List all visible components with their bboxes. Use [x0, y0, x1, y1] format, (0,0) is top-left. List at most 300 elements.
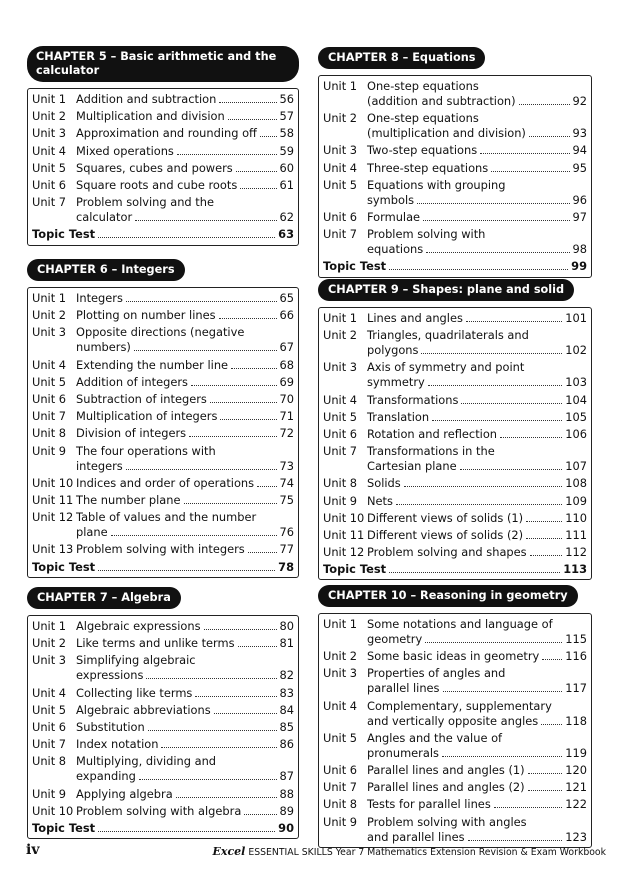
dot-leader [519, 104, 570, 105]
unit-title-line [76, 308, 294, 323]
contents-entry[interactable] [323, 510, 587, 527]
contents-entry[interactable] [323, 544, 587, 561]
unit-label: Unit 2 [32, 109, 67, 124]
contents-entry[interactable] [32, 803, 294, 820]
unit-label: Unit 5 [323, 730, 358, 745]
contents-entry[interactable] [323, 527, 587, 544]
dot-leader [468, 840, 563, 841]
unit-title-line [367, 94, 587, 109]
contents-entry[interactable] [323, 177, 587, 209]
unit-label: Unit 7 [32, 737, 67, 752]
unit-title [76, 754, 294, 784]
unit-title-text: Division of integers [76, 426, 187, 441]
unit-label: Unit 6 [32, 392, 67, 407]
unit-label: Unit 3 [32, 653, 67, 668]
contents-entry[interactable] [323, 779, 587, 796]
page-number: 60 [279, 160, 294, 175]
unit-label: Unit 10 [32, 803, 74, 818]
dot-leader [139, 779, 277, 780]
contents-entry[interactable] [32, 307, 294, 324]
unit-title-line [76, 476, 294, 491]
unit-title [76, 144, 294, 159]
contents-entry[interactable] [32, 443, 294, 475]
contents-entry[interactable] [32, 635, 294, 652]
unit-title-line [76, 720, 294, 735]
unit-title-text: Multiplication of integers [76, 409, 218, 424]
dot-leader [236, 171, 277, 172]
unit-label: Unit 6 [323, 210, 358, 225]
page-number: 71 [279, 409, 294, 424]
page-number: 93 [572, 126, 587, 141]
unit-title [76, 476, 294, 491]
unit-title-text: Problem solving with [367, 227, 486, 242]
unit-title-line [367, 459, 587, 474]
dot-leader [228, 119, 277, 120]
unit-title-line [367, 714, 587, 729]
contents-entry[interactable] [323, 78, 587, 110]
dot-leader [461, 403, 562, 404]
contents-entry[interactable] [323, 475, 587, 492]
dot-leader [389, 572, 560, 573]
unit-title-text: Problem solving and shapes [367, 545, 527, 560]
unit-title-text: Like terms and unlike terms [76, 636, 235, 651]
unit-label: Unit 4 [323, 698, 358, 713]
contents-entry[interactable] [323, 327, 587, 359]
page-number: 66 [279, 308, 294, 323]
unit-title-text: Parallel lines and angles (2) [367, 780, 525, 795]
contents-entry[interactable] [323, 142, 587, 159]
contents-entry[interactable] [323, 616, 587, 648]
page-number: 58 [279, 126, 294, 141]
unit-title-text: and parallel lines [367, 829, 465, 844]
chapter-contents-box [318, 75, 592, 278]
unit-title-text: Transformations [367, 392, 459, 407]
contents-entry[interactable] [32, 160, 294, 177]
unit-title-text: parallel lines [367, 681, 440, 696]
unit-title-line [76, 636, 294, 651]
page-number: 111 [565, 527, 587, 542]
unit-title [76, 161, 294, 176]
unit-title [367, 545, 587, 560]
topic-test-entry[interactable] [32, 558, 294, 575]
unit-title [367, 328, 587, 358]
unit-label: Unit 4 [32, 143, 67, 158]
page-number: 76 [279, 525, 294, 540]
unit-label: Unit 7 [323, 444, 358, 459]
page-number: 63 [278, 227, 294, 242]
unit-title-line [367, 193, 587, 208]
chapter-heading: CHAPTER 5 – Basic arithmetic and the calculator [27, 46, 299, 82]
unit-title-line [367, 780, 587, 795]
unit-title-text: pronumerals [367, 745, 439, 760]
unit-title [367, 210, 587, 225]
page-number: iv [26, 842, 40, 858]
contents-entry[interactable] [323, 426, 587, 443]
contents-entry[interactable] [32, 374, 294, 391]
dot-leader [526, 538, 562, 539]
unit-label: Unit 9 [323, 493, 358, 508]
contents-entry[interactable] [323, 110, 587, 142]
brand-logo-text: Excel [212, 845, 246, 858]
contents-entry[interactable] [323, 359, 587, 391]
page-number: 61 [279, 178, 294, 193]
contents-entry[interactable] [323, 762, 587, 779]
unit-title-text: Problem solving and the [76, 195, 214, 210]
page-number: 108 [565, 476, 587, 491]
unit-title-text: Translation [367, 409, 430, 424]
unit-title [76, 308, 294, 323]
unit-title-text: numbers) [76, 340, 131, 355]
chapter-contents-box [27, 287, 299, 578]
unit-title-text: Collecting like terms [76, 685, 193, 700]
contents-entry[interactable] [32, 324, 294, 356]
unit-title-text: Plotting on number lines [76, 308, 216, 323]
contents-entry[interactable] [32, 492, 294, 509]
unit-title [76, 804, 294, 819]
unit-title-line [367, 328, 587, 343]
unit-label: Unit 7 [323, 227, 358, 242]
contents-entry[interactable] [32, 125, 294, 142]
contents-entry[interactable] [323, 493, 587, 510]
unit-title-text: symbols [367, 192, 415, 207]
dot-leader [480, 153, 569, 154]
dot-leader [214, 713, 277, 714]
unit-label: Unit 10 [323, 510, 365, 525]
chapter-contents-box [27, 615, 299, 839]
unit-title-line [76, 161, 294, 176]
page-number: 109 [565, 493, 587, 508]
contents-entry[interactable] [323, 665, 587, 697]
unit-title-line [76, 619, 294, 634]
unit-title [367, 161, 587, 176]
page-number: 123 [565, 829, 587, 844]
contents-entry[interactable] [32, 753, 294, 785]
page-number: 103 [565, 375, 587, 390]
unit-title-line [76, 426, 294, 441]
unit-title-text: calculator [76, 210, 133, 225]
page-number: 112 [565, 545, 587, 560]
unit-title [367, 143, 587, 158]
unit-title [76, 653, 294, 683]
unit-title-line [76, 195, 294, 210]
unit-title-text: Algebraic expressions [76, 619, 201, 634]
unit-label: Unit 7 [32, 409, 67, 424]
dot-leader [491, 171, 569, 172]
dot-leader [500, 437, 562, 438]
unit-title [367, 780, 587, 795]
page-number: 96 [572, 192, 587, 207]
dot-leader [428, 385, 562, 386]
contents-entry[interactable] [32, 618, 294, 635]
topic-test-entry[interactable] [323, 561, 587, 578]
unit-title-line [76, 109, 294, 124]
unit-title [76, 542, 294, 557]
contents-entry[interactable] [32, 391, 294, 408]
unit-title [367, 410, 587, 425]
unit-title-text: Different views of solids (2) [367, 527, 524, 542]
unit-title-text: Applying algebra [76, 786, 173, 801]
unit-title-line [367, 410, 587, 425]
unit-title-line [367, 143, 587, 158]
unit-label: Unit 5 [32, 702, 67, 717]
unit-title-text: (addition and subtraction) [367, 94, 516, 109]
unit-label: Unit 8 [323, 797, 358, 812]
contents-entry[interactable] [32, 702, 294, 719]
unit-title-line [76, 737, 294, 752]
page-number: 115 [565, 632, 587, 647]
contents-entry[interactable] [323, 443, 587, 475]
unit-title-line [367, 545, 587, 560]
unit-title-line [76, 525, 294, 540]
unit-label: Unit 1 [32, 619, 67, 634]
unit-title-text: Different views of solids (1) [367, 510, 524, 525]
unit-title-text: Integers [76, 291, 123, 306]
dot-leader [529, 136, 570, 137]
dot-leader [526, 521, 562, 522]
unit-label: Unit 6 [323, 763, 358, 778]
book-title-text: ESSENTIAL SKILLS Year 7 Mathematics Extension Revision & Exam Workbook [248, 847, 606, 858]
contents-entry[interactable] [323, 814, 587, 846]
unit-title-text: Cartesian plane [367, 459, 457, 474]
unit-title [76, 126, 294, 141]
dot-leader [494, 807, 562, 808]
unit-title-line [76, 668, 294, 683]
contents-entry[interactable] [32, 290, 294, 307]
unit-title-line [367, 649, 587, 664]
unit-label: Unit 4 [323, 392, 358, 407]
unit-title [76, 195, 294, 225]
page-number: 69 [279, 374, 294, 389]
unit-title [76, 358, 294, 373]
page-number: 82 [279, 668, 294, 683]
unit-title-text: Problem solving with angles [367, 814, 527, 829]
contents-entry[interactable] [32, 194, 294, 226]
contents-entry[interactable] [32, 509, 294, 541]
dot-leader [176, 797, 277, 798]
contents-entry[interactable] [32, 719, 294, 736]
unit-title [367, 494, 587, 509]
dot-leader [396, 504, 562, 505]
page-number: 88 [279, 786, 294, 801]
unit-title-text: polygons [367, 343, 419, 358]
contents-entry[interactable] [32, 475, 294, 492]
unit-title-line [76, 459, 294, 474]
unit-title-text: Table of values and the number [76, 510, 257, 525]
unit-title [76, 737, 294, 752]
contents-entry[interactable] [323, 698, 587, 730]
topic-test-label: Topic Test [32, 227, 96, 242]
unit-title [367, 797, 587, 812]
contents-entry[interactable] [32, 652, 294, 684]
unit-title [367, 528, 587, 543]
page-number: 104 [565, 392, 587, 407]
page-number: 85 [279, 720, 294, 735]
unit-title [367, 617, 587, 647]
contents-entry[interactable] [323, 226, 587, 258]
unit-title-line [76, 291, 294, 306]
unit-title-line [367, 126, 587, 141]
page-number: 59 [279, 143, 294, 158]
unit-label: Unit 3 [32, 325, 67, 340]
contents-entry[interactable] [32, 143, 294, 160]
unit-title-text: equations [367, 242, 424, 257]
unit-title-text: Addition of integers [76, 374, 188, 389]
page-number: 74 [279, 475, 294, 490]
dot-leader [238, 646, 277, 647]
contents-entry[interactable] [32, 786, 294, 803]
contents-entry[interactable] [323, 648, 587, 665]
unit-label: Unit 8 [32, 754, 67, 769]
contents-entry[interactable] [323, 160, 587, 177]
unit-title-text: Triangles, quadrilaterals and [367, 328, 529, 343]
unit-label: Unit 5 [32, 160, 67, 175]
dot-leader [148, 730, 277, 731]
unit-title-line [367, 731, 587, 746]
unit-title [76, 686, 294, 701]
unit-title-line [76, 392, 294, 407]
unit-label: Unit 11 [32, 492, 74, 507]
unit-title [76, 444, 294, 474]
unit-title-text: Transformations in the [367, 444, 495, 459]
topic-test-label: Topic Test [323, 259, 387, 274]
page-number: 80 [279, 619, 294, 634]
unit-title-line [367, 746, 587, 761]
unit-title-text: Equations with grouping [367, 177, 506, 192]
chapter-heading: CHAPTER 8 – Equations [318, 47, 485, 69]
unit-title-line [367, 797, 587, 812]
contents-entry[interactable] [32, 736, 294, 753]
page-number: 92 [572, 94, 587, 109]
unit-label: Unit 6 [32, 720, 67, 735]
dot-leader [404, 486, 563, 487]
contents-entry[interactable] [32, 685, 294, 702]
unit-title-text: Problem solving with algebra [76, 803, 242, 818]
unit-title-text: (multiplication and division) [367, 126, 526, 141]
chapter-heading: CHAPTER 9 – Shapes: plane and solid [318, 279, 574, 301]
dot-leader [421, 353, 562, 354]
topic-test-entry[interactable] [32, 226, 294, 243]
dot-leader [184, 503, 277, 504]
unit-label: Unit 5 [32, 374, 67, 389]
unit-title-line [367, 494, 587, 509]
unit-title-line [76, 542, 294, 557]
page-number: 116 [565, 649, 587, 664]
unit-title [76, 510, 294, 540]
contents-entry[interactable] [32, 177, 294, 194]
dot-leader [460, 469, 563, 470]
unit-title [367, 511, 587, 526]
contents-entry[interactable] [323, 392, 587, 409]
dot-leader [204, 629, 277, 630]
unit-title-text: Complementary, supplementary [367, 698, 552, 713]
unit-title-text: Axis of symmetry and point [367, 360, 525, 375]
unit-title-line [367, 427, 587, 442]
dot-leader [466, 321, 562, 322]
page-number: 72 [279, 426, 294, 441]
unit-title-text: One-step equations [367, 79, 479, 94]
unit-title-text: and vertically opposite angles [367, 713, 539, 728]
unit-title-line [76, 686, 294, 701]
unit-title-text: Simplifying algebraic [76, 653, 196, 668]
unit-title-text: Subtraction of integers [76, 392, 207, 407]
unit-label: Unit 11 [323, 527, 365, 542]
contents-entry[interactable] [32, 541, 294, 558]
contents-entry[interactable] [323, 409, 587, 426]
unit-title-text: Formulae [367, 210, 421, 225]
page-number: 83 [279, 685, 294, 700]
page-number: 110 [565, 510, 587, 525]
unit-title-line [76, 653, 294, 668]
unit-title-line [367, 161, 587, 176]
page-number: 89 [279, 803, 294, 818]
unit-label: Unit 13 [32, 542, 74, 557]
page-number: 84 [279, 702, 294, 717]
dot-leader [260, 136, 277, 137]
unit-title-line [367, 375, 587, 390]
unit-title-line [367, 476, 587, 491]
unit-title-text: Rotation and reflection [367, 427, 498, 442]
unit-title-text: The number plane [76, 492, 181, 507]
dot-leader [98, 831, 275, 832]
unit-label: Unit 12 [323, 545, 365, 560]
page-number: 102 [565, 343, 587, 358]
dot-leader [189, 436, 276, 437]
dot-leader [195, 696, 276, 697]
dot-leader [146, 678, 276, 679]
dot-leader [426, 252, 569, 253]
unit-title-line [76, 325, 294, 340]
dot-leader [161, 747, 276, 748]
page-number: 68 [279, 357, 294, 372]
contents-entry[interactable] [32, 425, 294, 442]
unit-title-line [367, 79, 587, 94]
unit-title [367, 111, 587, 141]
unit-title-line [367, 311, 587, 326]
dot-leader [244, 814, 276, 815]
unit-title-line [367, 242, 587, 257]
unit-title-line [76, 210, 294, 225]
topic-test-entry[interactable] [32, 820, 294, 837]
contents-entry[interactable] [32, 357, 294, 374]
contents-entry[interactable] [32, 408, 294, 425]
unit-title [367, 427, 587, 442]
unit-title-line [367, 111, 587, 126]
unit-label: Unit 1 [32, 92, 67, 107]
unit-title-line [367, 444, 587, 459]
contents-entry[interactable] [323, 310, 587, 327]
unit-label: Unit 9 [32, 786, 67, 801]
chapter-contents-box [318, 307, 592, 580]
unit-title [76, 325, 294, 355]
unit-title-line [367, 227, 587, 242]
unit-label: Unit 2 [323, 328, 358, 343]
contents-entry[interactable] [323, 209, 587, 226]
contents-entry[interactable] [32, 108, 294, 125]
dot-leader [134, 350, 277, 351]
dot-leader [541, 724, 562, 725]
dot-leader [425, 642, 562, 643]
unit-title-text: symmetry [367, 375, 425, 390]
topic-test-line [32, 821, 294, 836]
unit-title [76, 720, 294, 735]
dot-leader [219, 318, 277, 319]
contents-entry[interactable] [32, 91, 294, 108]
unit-title-line [76, 144, 294, 159]
topic-test-entry[interactable] [323, 258, 587, 275]
book-title [213, 845, 606, 858]
contents-entry[interactable] [323, 796, 587, 813]
contents-entry[interactable] [323, 730, 587, 762]
